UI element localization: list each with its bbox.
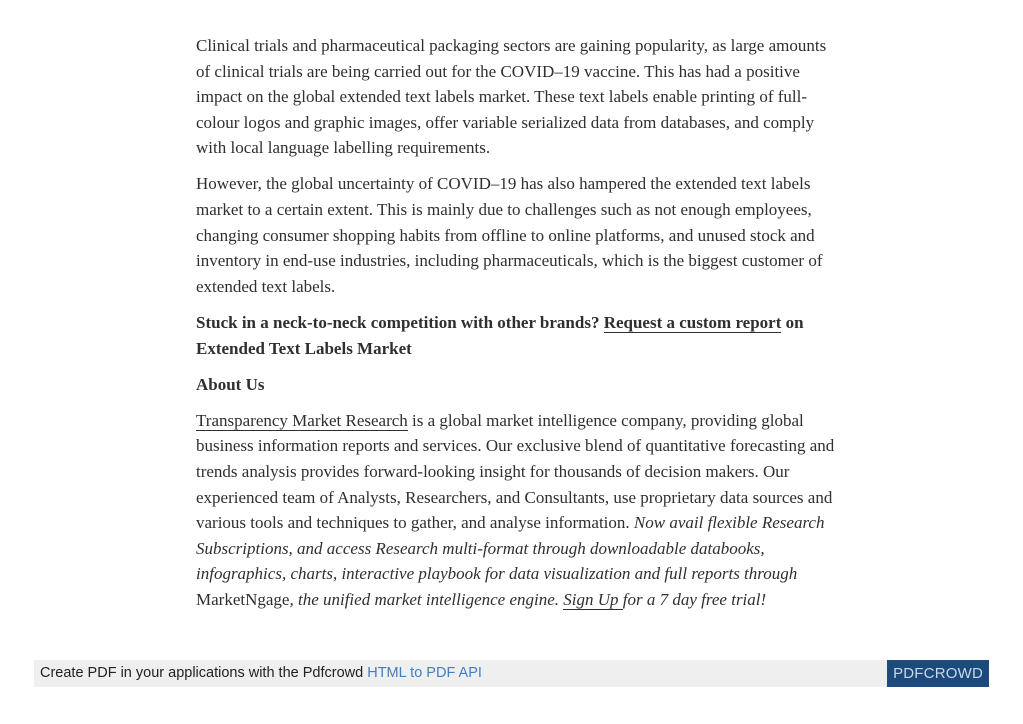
about-us-heading: About Us xyxy=(196,374,265,394)
cta-tail-text: on Extended Text Labels Market xyxy=(196,312,804,358)
cta-lead-text: Stuck in a neck-to-neck competition with other brands? xyxy=(196,312,604,332)
engine-text: , the unified market intelligence engine. xyxy=(289,589,564,609)
about-text: is a global market intelligence company, providing global business information reports and services. Our exclusive blend of quantitative forecasting and trends analysis provides forward-looking insight for thousands of decision makers. Our experienced team of Analysts, Researchers, and Consultants, use proprietary data sources and various tools and techniques to gather, and analyse information. xyxy=(196,410,835,533)
html-to-pdf-api-link[interactable]: HTML to PDF API xyxy=(367,665,482,681)
company-link[interactable]: Transparency Market Research xyxy=(196,410,408,430)
footer-lead-text: Create PDF in your applications with the Pdfcrowd xyxy=(40,665,368,681)
pdfcrowd-logo-button[interactable]: PDFCROWD xyxy=(887,660,989,687)
paragraph-covid-impact: Clinical trials and pharmaceutical packaging sectors are gaining popularity, as large amounts of clinical trials are being carried out for the COVID–19 vaccine. This has had a positive impact on the global extended text labels market. These text labels enable printing of full-colour logos and graphic images, offer variable serialized data from databases, and comply with local language labelling requirements. xyxy=(196,36,827,158)
sign-up-link[interactable]: Sign Up xyxy=(563,589,623,609)
free-trial-text: for a 7 day free trial! xyxy=(622,589,767,609)
pdfcrowd-footer-bar xyxy=(34,660,989,687)
paragraph-uncertainty: However, the global uncertainty of COVID–19 has also hampered the extended text labels market to a certain extent. This is mainly due to challenges such as not enough employees, changing consumer shopping habits from offline to online platforms, and unused stock and inventory in end-use industries, including pharmaceuticals, which is the biggest customer of extended text labels. xyxy=(196,174,823,296)
subscription-text: Now avail flexible Research Subscriptions, and access Research multi-format through downloadable databooks, infographics, charts, interactive playbook for data visualization and full reports through xyxy=(196,513,825,584)
marketngage-brand: MarketNgage xyxy=(196,589,290,609)
about-us-paragraph xyxy=(196,408,836,613)
cta-paragraph xyxy=(196,310,836,361)
request-custom-report-link[interactable]: Request a custom report xyxy=(603,312,782,332)
footer-text xyxy=(40,660,482,687)
article-content xyxy=(196,33,836,623)
